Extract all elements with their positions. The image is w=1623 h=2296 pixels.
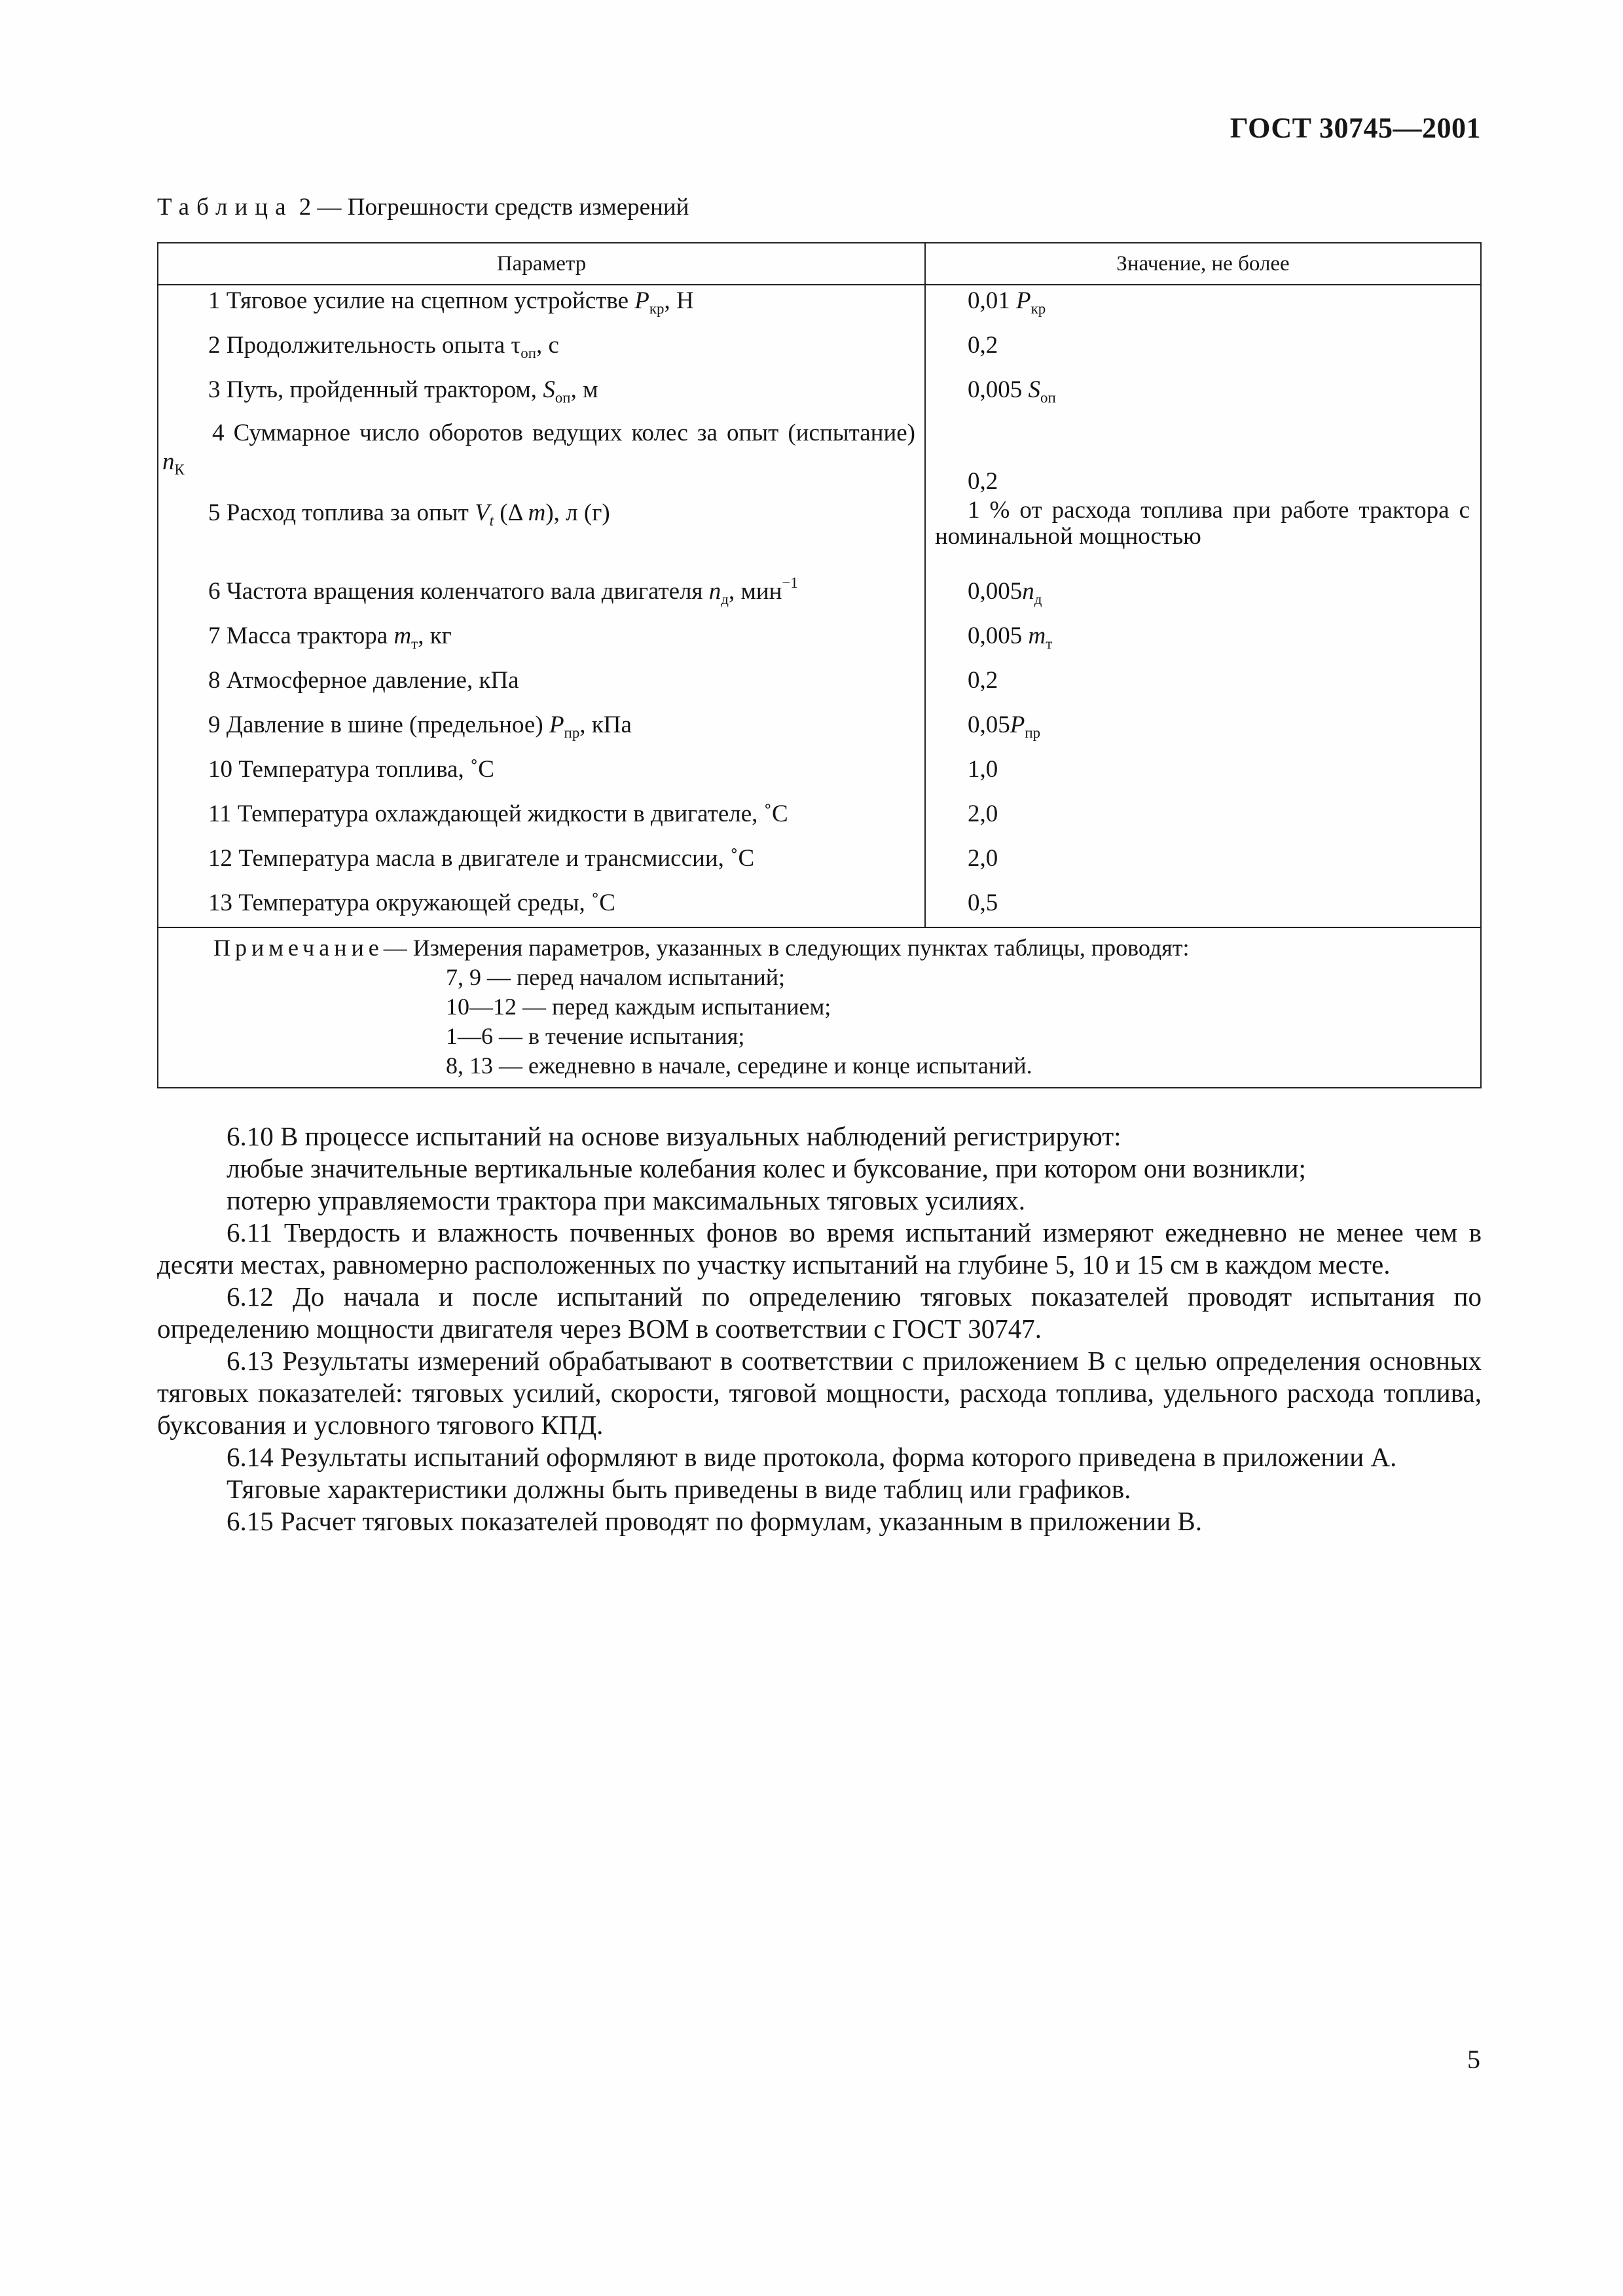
note-intro: — Измерения параметров, указанных в следующих пунктах таблицы, проводят: [383,935,1190,961]
parameter-cell: 12 Температура масла в двигателе и трансмиссии, ˚С [158,843,925,888]
value-cell: 1 % от расхода топлива при работе трактора с номинальной мощностью [925,497,1481,576]
parameter-cell: 6 Частота вращения коленчатого вала двигателя $n_д$, мин$^{-1}$ [158,576,925,620]
value-cell: 0,005 $S_{оп}$ [925,374,1481,419]
page-number: 5 [1467,2045,1480,2074]
column-header-value: Значение, не более [925,243,1481,285]
table-row [158,497,1481,576]
document-code-header: ГОСТ 30745—2001 [1230,112,1481,144]
table-row [158,419,1481,497]
value-cell: 2,0 [925,798,1481,843]
table-row [158,576,1481,620]
paragraph-6-12: 6.12 До начала и после испытаний по определению тяговых показателей проводят испытания по определению мощности двигателя через ВОМ в соответствии с ГОСТ 30747. [157,1282,1482,1344]
table-caption-label: Таблица [157,194,293,221]
table-row [158,374,1481,419]
parameter-cell: 11 Температура охлаждающей жидкости в двигателе, ˚С [158,798,925,843]
value-cell: 0,005 $m_т$ [925,620,1481,665]
value-cell: $0,005n_д$ [925,576,1481,620]
table-header-row [158,243,1481,285]
note-line: 7, 9 — перед началом испытаний; [446,964,785,990]
value-cell: 1,0 [925,754,1481,798]
paragraph-6-14: 6.14 Результаты испытаний оформляют в виде протокола, форма которого приведена в приложении А. [227,1442,1397,1472]
note-line: 10—12 — перед каждым испытанием; [446,994,831,1020]
value-cell: $0,05P_{пр}$ [925,709,1481,754]
table-row [158,843,1481,888]
parameter-cell: 3 Путь, пройденный трактором, $S_{оп}$, м [158,374,925,419]
table-row [158,798,1481,843]
value-cell: 0,5 [925,888,1481,927]
note-line: 1—6 — в течение испытания; [446,1023,745,1049]
parameter-cell: 9 Давление в шине (предельное) $P_{пр}$, кПа [158,709,925,754]
paragraph-6-11: 6.11 Твердость и влажность почвенных фонов во время испытаний измеряют ежедневно не менее чем в десяти местах, равномерно расположенных по участку испытаний на глубине 5, 10 и 15 см в каждом месте. [157,1217,1482,1280]
value-cell: 0,2 [925,330,1481,374]
paragraph-6-15: 6.15 Расчет тяговых показателей проводят по формулам, указанным в приложении В. [227,1506,1202,1536]
table-note [158,927,1481,1088]
parameter-cell: 7 Масса трактора $m_т$, кг [158,620,925,665]
table-note-row [158,927,1481,1088]
value-cell: 0,2 [925,665,1481,709]
table-row [158,665,1481,709]
column-header-parameter: Параметр [158,243,925,285]
parameter-cell: 10 Температура топлива, ˚С [158,754,925,798]
parameter-cell: 2 Продолжительность опыта $\tau_{оп}$, с [158,330,925,374]
table-row [158,709,1481,754]
table-row [158,754,1481,798]
table-row [158,888,1481,927]
table-row [158,620,1481,665]
table-caption [157,193,689,221]
parameter-cell: 1 Тяговое усилие на сцепном устройстве $P_{кр}$, Н [158,285,925,330]
body-text [157,1121,1482,1537]
value-cell: 2,0 [925,843,1481,888]
table-row [158,285,1481,330]
parameter-cell: 8 Атмосферное давление, кПа [158,665,925,709]
measurement-error-table [157,242,1482,1088]
value-cell: 0,2 [925,419,1481,497]
paragraph-6-13: 6.13 Результаты измерений обрабатывают в соответствии с приложением В с целью определения основных тяговых показателей: тяговых усилий, скорости, тяговой мощности, расхода топлива, удельного расхода топлива, буксования и условного тягового КПД. [157,1346,1482,1440]
note-title: Примечание [213,935,384,961]
value-cell: 0,01 $P_{кр}$ [925,285,1481,330]
note-line: 8, 13 — ежедневно в начале, середине и конце испытаний. [446,1052,1032,1079]
paragraph-6-14-note: Тяговые характеристики должны быть приведены в виде таблиц или графиков. [227,1474,1131,1504]
parameter-cell: 13 Температура окружающей среды, ˚С [158,888,925,927]
table-caption-title: 2 — Погрешности средств измерений [299,194,689,221]
parameter-cell: 4 Суммарное число оборотов ведущих колес за опыт (испытание) $n_К$ [158,419,925,497]
table-row [158,330,1481,374]
paragraph-6-10-item: любые значительные вертикальные колебания колес и буксование, при котором они возникли; [227,1153,1306,1183]
paragraph-6-10: 6.10 В процессе испытаний на основе визуальных наблюдений регистрируют: [227,1121,1122,1151]
paragraph-6-10-item: потерю управляемости трактора при максимальных тяговых усилиях. [227,1185,1025,1215]
parameter-cell: 5 Расход топлива за опыт $V_t$ (Δ m), л (г) [158,497,925,576]
